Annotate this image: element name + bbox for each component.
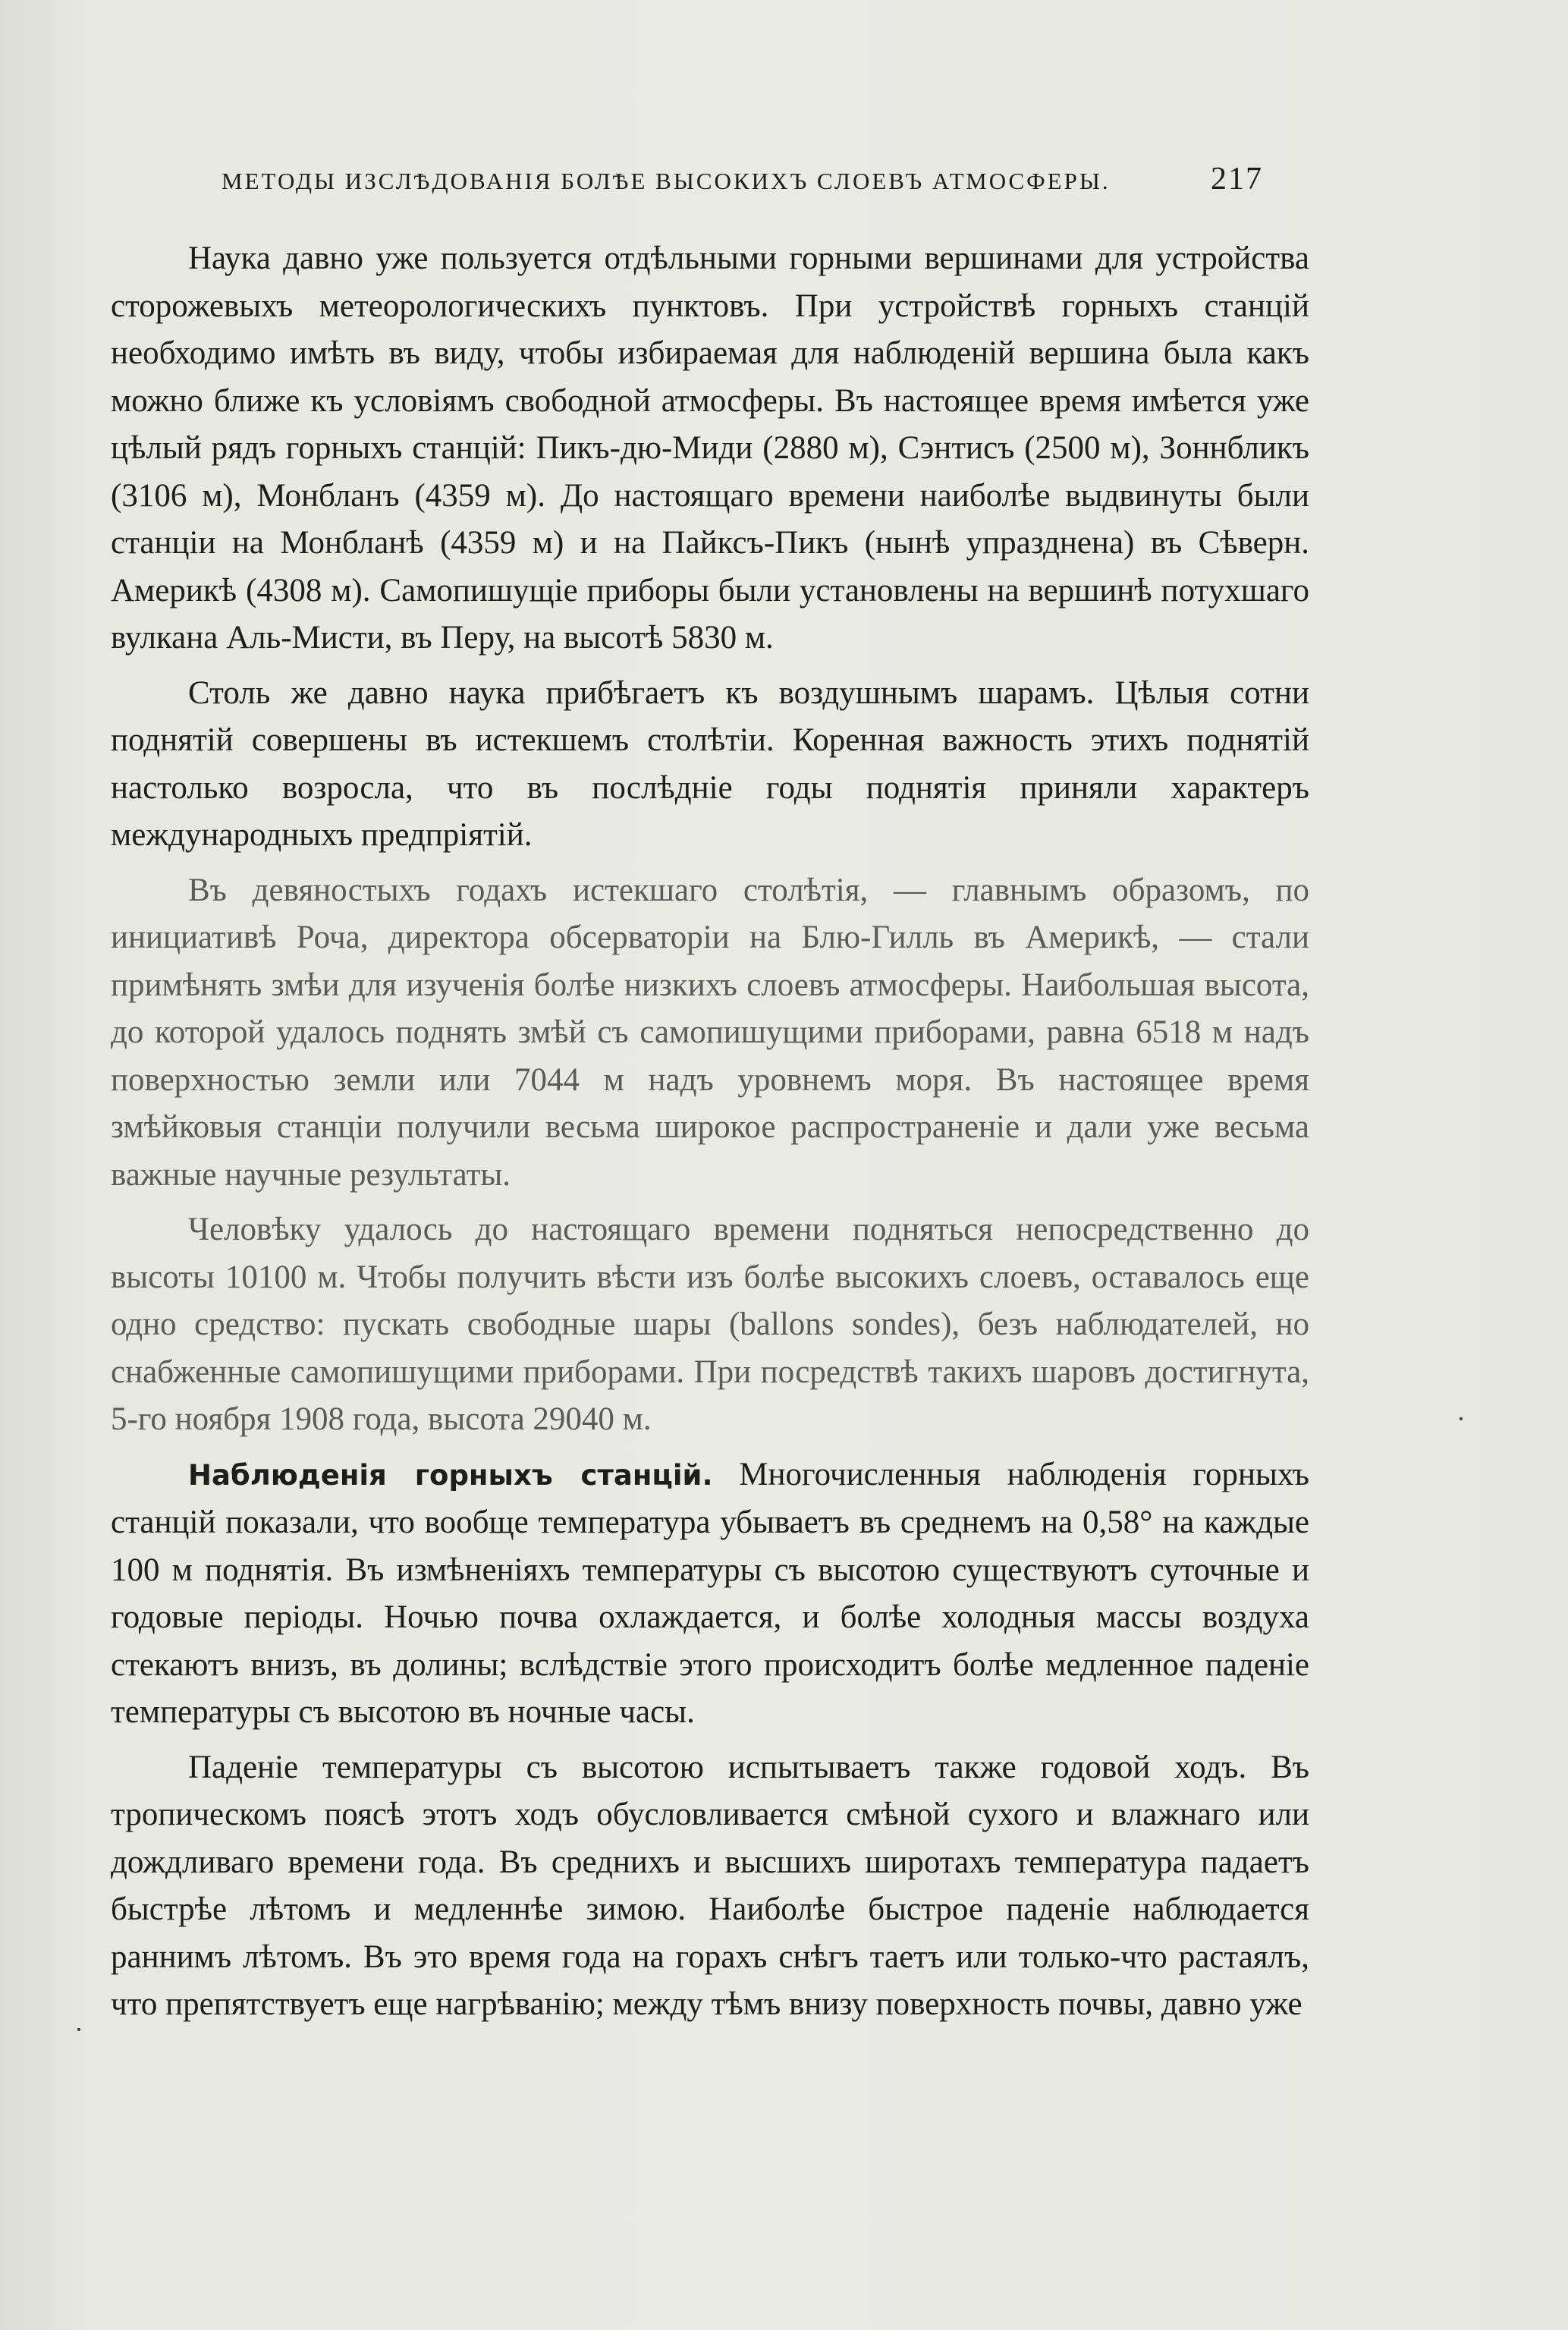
main-text — [111, 235, 1309, 2029]
paragraph-kites: Въ девяностыхъ годахъ истекшаго столѣтія, — главнымъ образомъ, по инициативѣ Роча, директора обсерваторіи на Блю-Гилль въ Америкѣ, — стали примѣнять змѣи для изученія болѣе низкихъ слоевъ атмосферы. Наибольшая высота, до которой удалось поднять змѣй съ самопишущими приборами, равна 6518 м надъ поверхностью земли или 7044 м надъ уровнемъ моря. Въ настоящее время змѣйковыя станціи получили весьма широкое распространеніе и дали уже весьма важные научные результаты. — [111, 872, 1309, 1193]
paragraph-ballons-sondes: Человѣку удалось до настоящаго времени подняться непосредственно до высоты 10100 м. Чтобы получить вѣсти изъ болѣе высокихъ слоевъ, оставалось еще одно средство: пускать свободные шары (ballons sondes), безъ наблюдателей, но снабженные самопишущими приборами. При посредствѣ такихъ шаровъ достигнута, 5-го ноября 1908 года, высота 29040 м. — [111, 1212, 1309, 1437]
paragraph-section-mountain-stations — [111, 1451, 1309, 1737]
page-number: 217 — [1211, 162, 1263, 197]
paragraph-annual-course: Паденіе температуры съ высотою испытываетъ также годовой ходъ. Въ тропическомъ поясѣ этотъ ходъ обусловливается смѣной сухого и влажнаго или дождливаго времени года. Въ среднихъ и высшихъ широтахъ температура падаетъ быстрѣе лѣтомъ и медленнѣе зимою. Наиболѣе быстрое паденіе наблюдается раннимъ лѣтомъ. Въ это время года на горахъ снѣгъ таетъ или только-что растаялъ, что препятствуетъ еще нагрѣванію; между тѣмъ внизу поверхность почвы, давно уже — [111, 1749, 1309, 2022]
paper-speck — [77, 2028, 80, 2031]
running-header — [222, 161, 1263, 197]
running-title: МЕТОДЫ ИЗСЛѢДОВАНІЯ БОЛѢЕ ВЫСОКИХЪ СЛОЕВЪ АТМОСФЕРЫ. — [222, 168, 1111, 194]
section-heading: Наблюденія горныхъ станцій. — [188, 1458, 713, 1492]
paper-speck — [1460, 1417, 1463, 1420]
paragraph-balloons: Столь же давно наука прибѣгаетъ къ воздушнымъ шарамъ. Цѣлыя сотни поднятій совершены въ истекшемъ столѣтіи. Коренная важность этихъ поднятій настолько возросла, что въ послѣдніе годы поднятія приняли характеръ международныхъ предпріятій. — [111, 674, 1309, 853]
paragraph-mountain-peaks: Наука давно уже пользуется отдѣльными горными вершинами для устройства сторожевыхъ метеорологическихъ пунктовъ. При устройствѣ горныхъ станцій необходимо имѣть въ виду, чтобы избираемая для наблюденій вершина была какъ можно ближе къ условіямъ свободной атмосферы. Въ настоящее время имѣется уже цѣлый рядъ горныхъ станцій: Пикъ-дю-Миди (2880 м), Сэнтисъ (2500 м), Зоннбликъ (3106 м), Монбланъ (4359 м). До настоящаго времени наиболѣе выдвинуты были станціи на Монбланѣ (4359 м) и на Пайксъ-Пикъ (нынѣ упразднена) въ Сѣверн. Америкѣ (4308 м). Самопишущіе приборы были установлены на вершинѣ потухшаго вулкана Аль-Мисти, въ Перу, на высотѣ 5830 м. — [111, 241, 1309, 656]
section-lead-text: Многочисленныя наблюденія горныхъ станцій показали, что вообще температура убываетъ въ среднемъ на 0,58° на каждые 100 м поднятія. Въ измѣненіяхъ температуры съ высотою существуютъ суточные и годовые періоды. Ночью почва охлаждается, и болѣе холодныя массы воздуха стекаютъ внизъ, въ долины; вслѣдствіе этого происходитъ болѣе медленное паденіе температуры съ высотою въ ночные часы. — [111, 1456, 1309, 1730]
